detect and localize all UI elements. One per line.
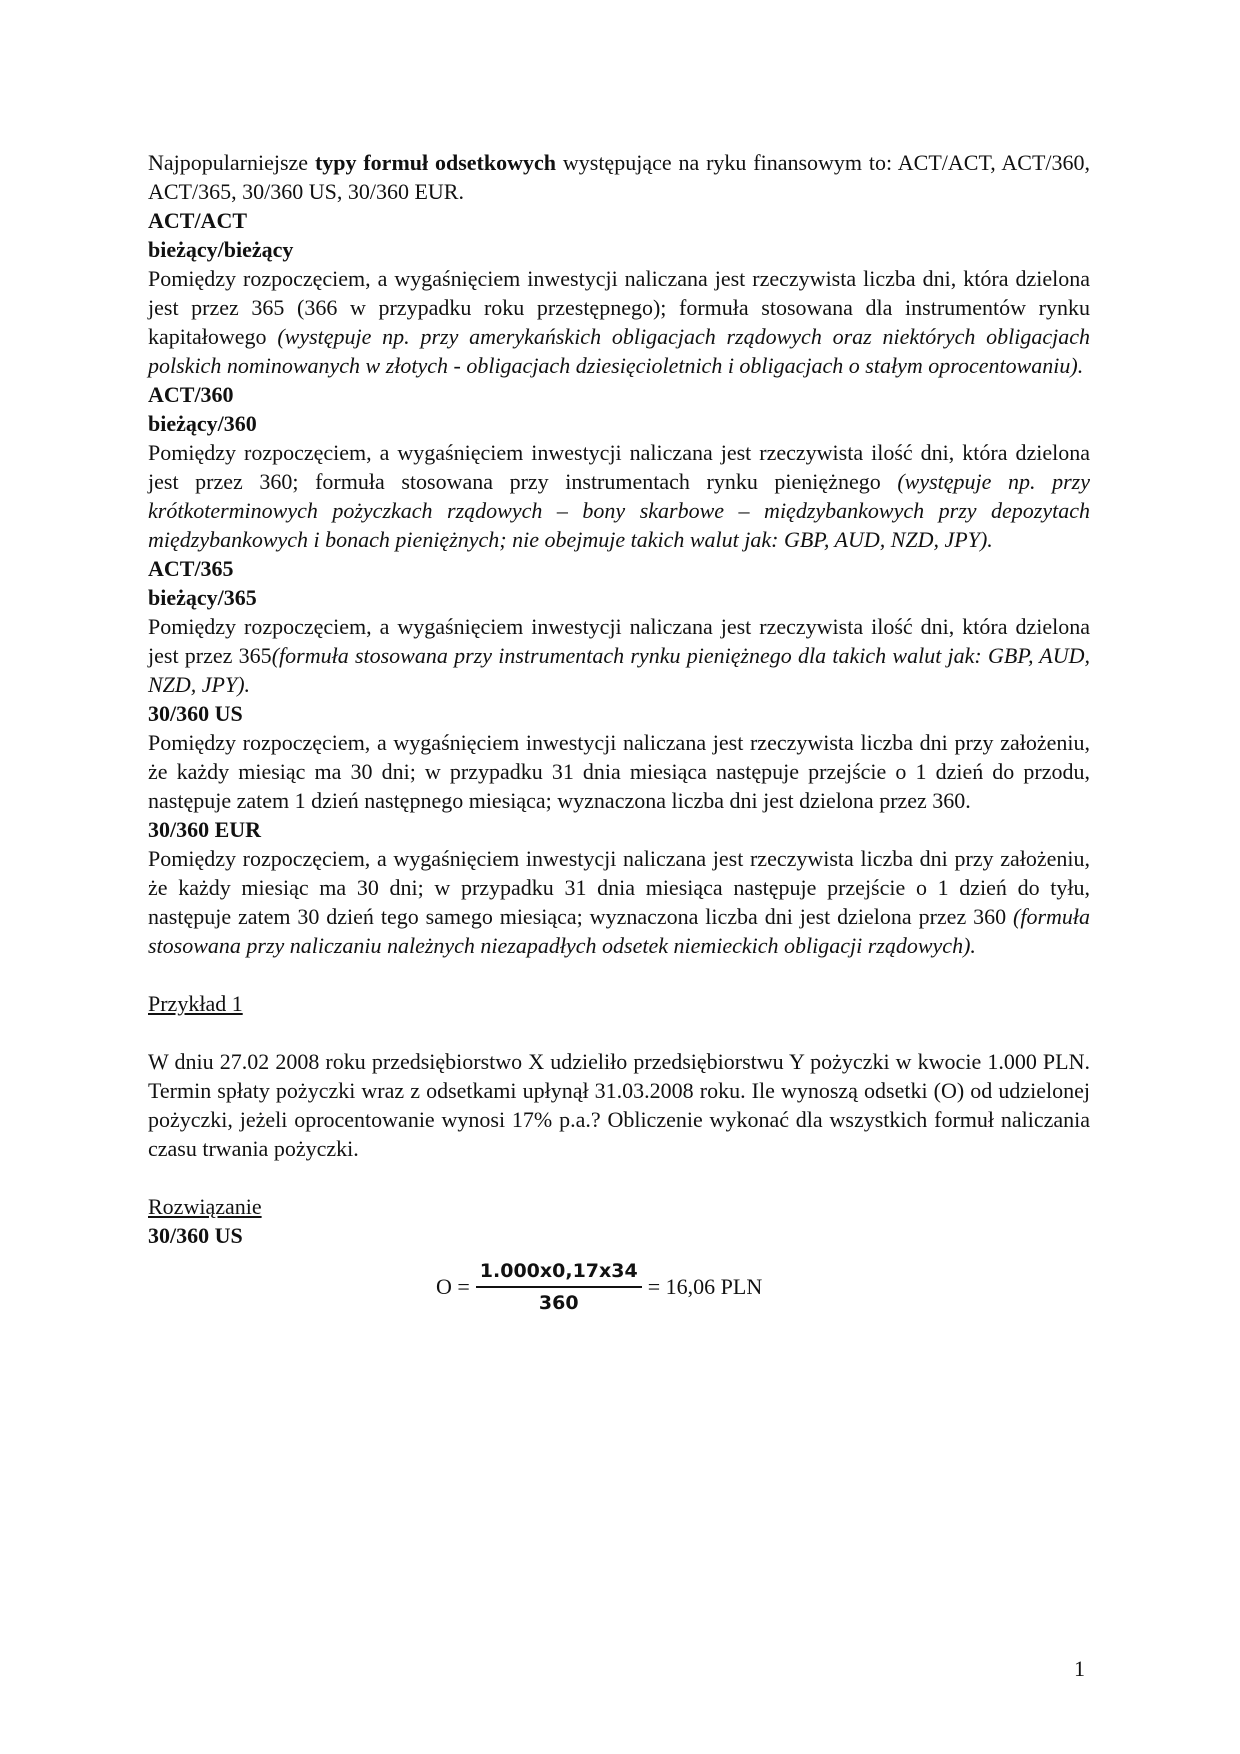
section-text: Pomiędzy rozpoczęciem, a wygaśnięciem inwestycji naliczana jest rzeczywista ilość dni, która dzielona jest przez 365 [148, 614, 1090, 668]
intro-paragraph [148, 148, 1090, 206]
formula-lhs: O = [436, 1274, 470, 1299]
formula-rhs: = 16,06 PLN [647, 1274, 763, 1299]
section-title-act-act: ACT/ACT [148, 208, 248, 233]
section-title-30-360-eur: 30/360 EUR [148, 817, 262, 842]
section-body-act-365 [148, 612, 1090, 699]
section-subtitle-act-365: bieżący/365 [148, 585, 257, 610]
example-text: W dniu 27.02 2008 roku przedsiębiorstwo X udzieliło przedsiębiorstwu Y pożyczki w kwocie 1.000 PLN. Termin spłaty pożyczki wraz z odsetkami upłynął 31.03.2008 roku. Ile wynoszą odsetki (O) od udzielonej pożyczki, jeżeli oprocentowanie wynosi 17% p.a.? Obliczenie wykonać dla wszystkich formuł naliczania czasu trwania pożyczki. [148, 1049, 1090, 1161]
solution-heading: Rozwiązanie [148, 1194, 262, 1219]
section-title-act-360: ACT/360 [148, 382, 234, 407]
section-body-act-act [148, 264, 1090, 380]
section-text: Pomiędzy rozpoczęciem, a wygaśnięciem inwestycji naliczana jest rzeczywista liczba dni przy założeniu, że każdy miesiąc ma 30 dni; w przypadku 31 dnia miesiąca następuje przejście o 1 dzień do przodu, następuje zatem 1 dzień następnego miesiąca; wyznaczona liczba dni jest dzielona przez 360. [148, 730, 1090, 813]
formula-numerator: 1.000x0,17x34 [476, 1256, 642, 1288]
intro-prefix: Najpopularniejsze [148, 150, 309, 175]
example-heading: Przykład 1 [148, 991, 243, 1016]
section-body-30-360-eur [148, 844, 1090, 960]
intro-bold-term: typy formuł odsetkowych [314, 150, 556, 175]
formula-fraction [476, 1256, 642, 1318]
section-text: Pomiędzy rozpoczęciem, a wygaśnięciem inwestycji naliczana jest rzeczywista ilość dni, która dzielona jest przez 360; formuła stosowana przy instrumentach rynku pieniężnego [148, 440, 1090, 494]
section-body-act-360 [148, 438, 1090, 554]
section-text: Pomiędzy rozpoczęciem, a wygaśnięciem inwestycji naliczana jest rzeczywista liczba dni przy założeniu, że każdy miesiąc ma 30 dni; w przypadku 31 dnia miesiąca następuje przejście o 1 dzień do tyłu, następuje zatem 30 dzień tego samego miesiąca; wyznaczona liczba dni jest dzielona przez 360 [148, 846, 1090, 929]
section-text: Pomiędzy rozpoczęciem, a wygaśnięciem inwestycji naliczana jest rzeczywista liczba dni, która dzielona jest przez 365 (366 w przypadku roku przestępnego); formuła stosowana dla instrumentów rynku kapitałowego [148, 266, 1090, 349]
section-subtitle-act-360: bieżący/360 [148, 411, 257, 436]
formula-denominator: 360 [538, 1292, 579, 1314]
formula-row [148, 1256, 1090, 1320]
section-title-act-365: ACT/365 [148, 556, 234, 581]
interest-formula [436, 1256, 762, 1318]
section-italic-note: (występuje np. przy krótkoterminowych pożyczkach rządowych – bony skarbowe – międzybankowych przy depozytach międzybankowych i bonach pieniężnych; nie obejmuje takich walut jak: GBP, AUD, NZD, JPY). [148, 469, 1090, 552]
section-italic-note: (formuła stosowana przy instrumentach rynku pieniężnego dla takich walut jak: GBP, AUD, NZD, JPY). [148, 643, 1091, 697]
intro-suffix: występujące na ryku finansowym to: ACT/ACT, ACT/360, ACT/365, 30/360 US, 30/360 EUR. [148, 150, 1091, 204]
document-page [148, 148, 1090, 1320]
section-title-30-360-us: 30/360 US [148, 701, 243, 726]
section-italic-note: (formuła stosowana przy naliczaniu należnych niezapadłych odsetek niemieckich obligacji rządowych). [148, 904, 1090, 958]
solution-method-title: 30/360 US [148, 1223, 243, 1248]
section-body-30-360-us [148, 728, 1090, 815]
page-number: 1 [1074, 1656, 1085, 1681]
section-italic-note: (występuje np. przy amerykańskich obligacjach rządowych oraz niektórych obligacjach polskich nominowanych w złotych - obligacjach dziesięcioletnich i obligacjach o stałym oprocentowaniu). [148, 324, 1090, 378]
section-subtitle-act-act: bieżący/bieżący [148, 237, 294, 262]
